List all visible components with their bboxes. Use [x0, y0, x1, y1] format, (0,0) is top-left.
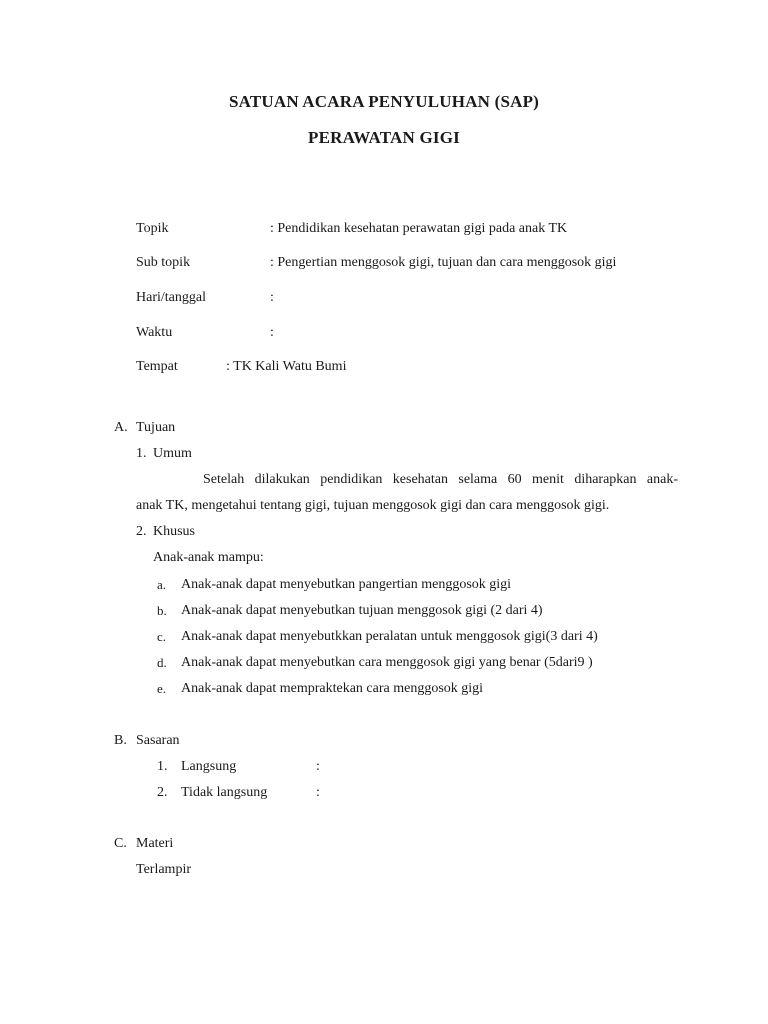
- waktu-label: Waktu: [136, 325, 173, 340]
- khusus-label: Khusus: [153, 524, 196, 539]
- khusus-item-letter: a.: [157, 577, 167, 592]
- sasaran-item-value: :: [316, 759, 320, 774]
- section-a-label: Tujuan: [136, 420, 176, 435]
- section-c-letter: C.: [114, 836, 127, 851]
- khusus-item-letter: b.: [157, 603, 167, 618]
- section-b-label: Sasaran: [136, 733, 180, 748]
- umum-paragraph-line1: Setelah dilakukan pendidikan kesehatan selama 60 menit diharapkan anak-: [203, 472, 678, 487]
- materi-content: Terlampir: [136, 862, 191, 877]
- khusus-item-letter: e.: [157, 681, 167, 696]
- khusus-intro: Anak-anak mampu:: [153, 550, 264, 565]
- tempat-label: Tempat: [136, 359, 178, 374]
- document-title: SATUAN ACARA PENYULUHAN (SAP): [228, 92, 540, 111]
- khusus-item-text: Anak-anak dapat menyebutkkan peralatan untuk menggosok gigi(3 dari 4): [181, 629, 598, 644]
- section-b-letter: B.: [114, 733, 127, 748]
- khusus-item-text: Anak-anak dapat menyebutkan tujuan menggosok gigi (2 dari 4): [181, 603, 543, 618]
- khusus-item-letter: d.: [157, 655, 167, 670]
- sasaran-item-label: Langsung: [181, 759, 237, 774]
- section-c-label: Materi: [136, 836, 174, 851]
- sasaran-item-number: 1.: [157, 759, 168, 774]
- topik-label: Topik: [136, 221, 169, 236]
- sasaran-item-number: 2.: [157, 785, 168, 800]
- tempat-value: : TK Kali Watu Bumi: [226, 359, 347, 374]
- section-a-letter: A.: [114, 420, 128, 435]
- sub-topik-value: : Pengertian menggosok gigi, tujuan dan cara menggosok gigi: [270, 255, 617, 270]
- topik-value: : Pendidikan kesehatan perawatan gigi pada anak TK: [270, 221, 568, 236]
- hari-tanggal-value: :: [270, 290, 274, 305]
- khusus-item-text: Anak-anak dapat menyebutkan pangertian menggosok gigi: [181, 577, 512, 592]
- khusus-item-letter: c.: [157, 629, 167, 644]
- waktu-value: :: [270, 325, 274, 340]
- umum-label: Umum: [153, 446, 192, 461]
- khusus-item-text: Anak-anak dapat menyebutkan cara menggosok gigi yang benar (5dari9 ): [181, 655, 593, 670]
- sasaran-item-value: :: [316, 785, 320, 800]
- umum-number: 1.: [136, 446, 147, 461]
- document-subtitle: PERAWATAN GIGI: [308, 128, 460, 147]
- hari-tanggal-label: Hari/tanggal: [136, 290, 206, 305]
- khusus-number: 2.: [136, 524, 147, 539]
- khusus-item-text: Anak-anak dapat mempraktekan cara menggosok gigi: [181, 681, 484, 696]
- sub-topik-label: Sub topik: [136, 255, 191, 270]
- umum-paragraph-line2: anak TK, mengetahui tentang gigi, tujuan menggosok gigi dan cara menggosok gigi.: [136, 498, 610, 513]
- sasaran-item-label: Tidak langsung: [181, 785, 268, 800]
